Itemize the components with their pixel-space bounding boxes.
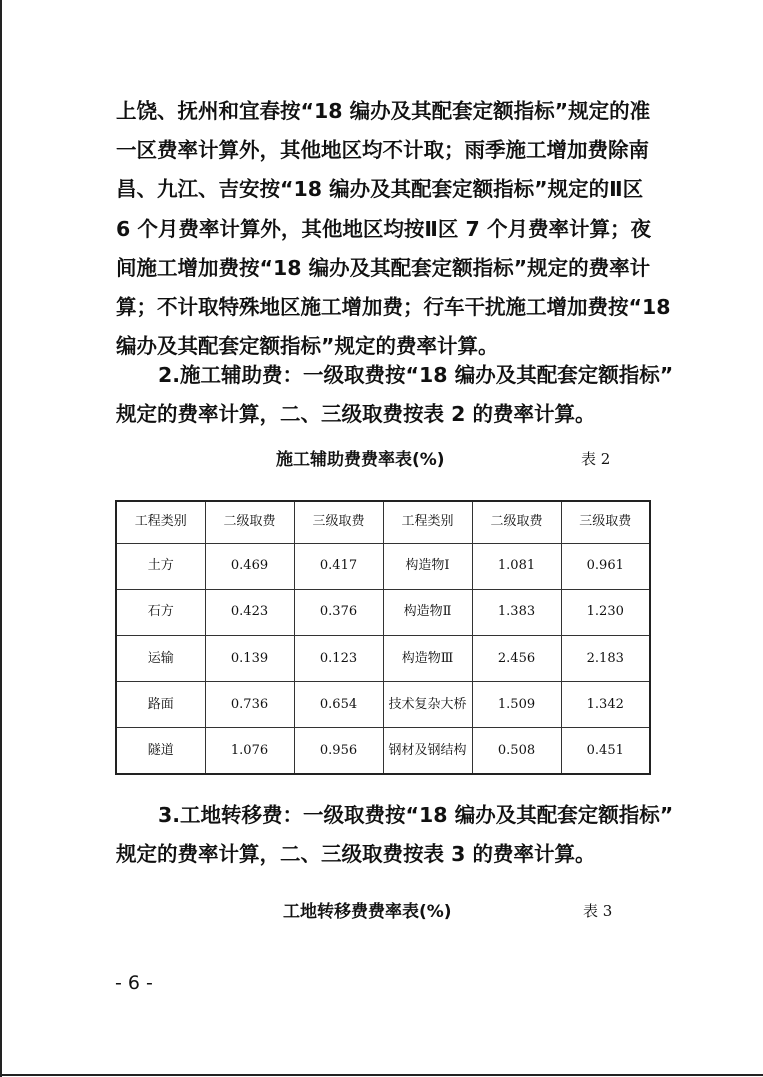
table-cell: 0.451 [561,728,650,774]
table-row [116,728,650,774]
table-cell: 0.654 [294,682,383,728]
table-cell: 隧道 [116,728,205,774]
table-cell: 0.961 [561,543,650,589]
table-cell: 路面 [116,682,205,728]
table-cell: 技术复杂大桥 [383,682,472,728]
table-cell: 1.081 [472,543,561,589]
table-cell: 1.230 [561,589,650,635]
page-number: - 6 - [115,972,153,994]
table-row [116,589,650,635]
column-header: 工程类别 [383,501,472,543]
page-left-border [0,0,2,1077]
table3-caption: 工地转移费费率表(%) [283,902,452,922]
table-cell: 0.469 [205,543,294,589]
text-line: 6 个月费率计算外，其他地区均按Ⅱ区 7 个月费率计算；夜 [116,216,651,241]
table-cell: 石方 [116,589,205,635]
table-cell: 0.417 [294,543,383,589]
table-cell: 钢材及钢结构 [383,728,472,774]
table-cell: 1.076 [205,728,294,774]
table-cell: 1.383 [472,589,561,635]
text-line: 规定的费率计算，二、三级取费按表 2 的费率计算。 [116,402,596,427]
table-cell: 0.139 [205,635,294,681]
table2-number: 表 2 [581,450,611,468]
page-bottom-border [0,1074,763,1076]
table-cell: 构造物Ⅱ [383,589,472,635]
table-cell: 0.736 [205,682,294,728]
table-row [116,543,650,589]
table-cell: 2.183 [561,635,650,681]
table2-caption: 施工辅助费费率表(%) [276,450,445,470]
column-header: 三级取费 [561,501,650,543]
text-line: 间施工增加费按“18 编办及其配套定额指标”规定的费率计 [116,255,651,280]
paragraph-site-transfer-fee [116,796,674,874]
table-cell: 土方 [116,543,205,589]
table-cell: 1.509 [472,682,561,728]
table-cell: 运输 [116,635,205,681]
column-header: 二级取费 [205,501,294,543]
table-row [116,682,650,728]
table-header-row [116,501,650,543]
text-line: 上饶、抚州和宜春按“18 编办及其配套定额指标”规定的准 [116,99,651,123]
paragraph-surcharge-rules [116,92,671,366]
auxiliary-fee-rate-table [115,500,651,775]
text-line: 3.工地转移费：一级取费按“18 编办及其配套定额指标” [158,803,674,827]
table3-number: 表 3 [583,902,613,920]
column-header: 三级取费 [294,501,383,543]
table-cell: 0.956 [294,728,383,774]
table-cell: 构造物Ⅰ [383,543,472,589]
column-header: 二级取费 [472,501,561,543]
text-line: 规定的费率计算，二、三级取费按表 3 的费率计算。 [116,842,596,867]
table-cell: 2.456 [472,635,561,681]
column-header: 工程类别 [116,501,205,543]
text-line: 一区费率计算外，其他地区均不计取；雨季施工增加费除南 [116,138,649,163]
table-cell: 0.376 [294,589,383,635]
table-row [116,635,650,681]
table-cell: 1.342 [561,682,650,728]
text-line: 昌、九江、吉安按“18 编办及其配套定额指标”规定的Ⅱ区 [116,177,644,202]
table-cell: 构造物Ⅲ [383,635,472,681]
table-cell: 0.123 [294,635,383,681]
paragraph-construction-auxiliary-fee [116,356,674,434]
text-line: 编办及其配套定额指标”规定的费率计算。 [116,334,499,359]
text-line: 算；不计取特殊地区施工增加费；行车干扰施工增加费按“18 [116,295,671,320]
table-cell: 0.423 [205,589,294,635]
table-cell: 0.508 [472,728,561,774]
text-line: 2.施工辅助费：一级取费按“18 编办及其配套定额指标” [158,363,674,387]
